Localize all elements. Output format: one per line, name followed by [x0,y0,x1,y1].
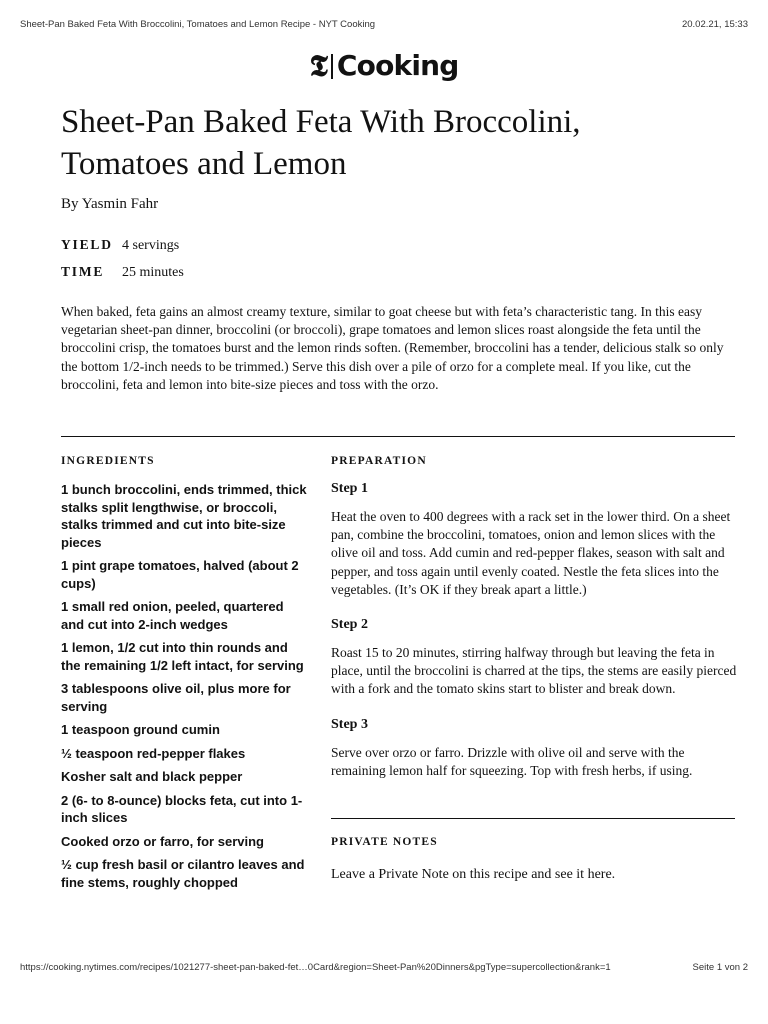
page-indicator: Seite 1 von 2 [692,962,748,973]
ingredients-heading: INGREDIENTS [61,455,155,467]
notes-divider [331,818,735,819]
ingredients-section [61,455,309,897]
preparation-step [331,617,737,699]
ingredient-item: 1 small red onion, peeled, quartered and cut into 2-inch wedges [61,599,284,632]
ingredient-item: 1 lemon, 1/2 cut into thin rounds and the remaining 1/2 left intact, for serving [61,640,304,673]
cooking-wordmark: Cooking [336,49,459,82]
time-label: TIME [61,264,105,279]
ingredient-item: 1 bunch broccolini, ends trimmed, thick stalks split lengthwise, or broccoli, stalks trimmed and cut into bite-size pieces [61,482,307,550]
ingredient-item: ½ cup fresh basil or cilantro leaves and fine stems, roughly chopped [61,857,305,890]
print-footer [20,962,748,973]
step-text: Heat the oven to 400 degrees with a rack set in the lower third. On a sheet pan, combine the broccolini, tomatoes, onion and lemon slices with the olive oil and toss. Add cumin and red-pepper flakes, season with salt and pepper, and toss again until evenly coated. Nestle the feta slices into the vegetables. (It’s OK if they break apart a little.) [331,509,731,597]
ingredients-list [61,481,309,891]
time-row [61,264,184,281]
private-notes-text[interactable]: Leave a Private Note on this recipe and see it here. [331,867,616,882]
step-title: Step 2 [331,617,368,633]
preparation-heading: PREPARATION [331,455,427,467]
print-url: https://cooking.nytimes.com/recipes/1021277-sheet-pan-baked-fet…0Card&region=Sheet-Pan%20Dinners&pgType=supercollection&rank=1 [20,962,611,973]
ingredient-item: 1 teaspoon ground cumin [61,722,220,737]
preparation-section [331,455,737,780]
section-divider [61,436,735,437]
ingredient-item: Cooked orzo or farro, for serving [61,833,264,849]
yield-label: YIELD [61,237,113,252]
recipe-title-line-2: Tomatoes and Lemon [61,146,347,182]
ingredient-item: 2 (6- to 8-ounce) blocks feta, cut into 1-inch slices [61,792,303,825]
recipe-title [61,101,721,185]
preparation-step [331,481,737,599]
recipe-title-line-1: Sheet-Pan Baked Feta With Broccolini, [61,104,581,140]
yield-row [61,237,179,254]
time-value: 25 minutes [122,265,184,280]
ingredient-item: Kosher salt and black pepper [61,769,243,784]
recipe-byline[interactable]: By Yasmin Fahr [61,196,159,212]
print-datetime: 20.02.21, 15:33 [681,19,748,30]
preparation-step [331,717,737,780]
nyt-cooking-logo[interactable] [0,51,768,81]
private-notes-heading: PRIVATE NOTES [331,836,438,848]
step-text: Roast 15 to 20 minutes, stirring halfway through but leaving the feta in place, until the broccolini is charred at the tips, the stems are easily pierced with a fork and the tomato skins start to blister and break down. [331,645,737,697]
recipe-intro: When baked, feta gains an almost creamy texture, similar to goat cheese but with feta’s characteristic tang. In this easy vegetarian sheet-pan dinner, broccolini (or broccoli), grape tomatoes and lemon slices roast alongside the feta until the broccolini crisp, the tomatoes burst and the lemon rinds soften. (Remember, broccolini has a tender, delicious stalk so only the bottom 1/2-inch needs to be trimmed.) Serve this dish over a pile of orzo for a complete meal. If you like, cut the broccolini, feta and lemon into bite-size pieces and toss with the orzo. [61,304,724,392]
ingredient-item: ½ teaspoon red-pepper flakes [61,745,246,761]
step-title: Step 3 [331,716,368,732]
print-header [20,19,748,30]
step-text: Serve over orzo or farro. Drizzle with olive oil and serve with the remaining lemon half for squeezing. Top with fresh herbs, if using. [331,744,693,778]
yield-value: 4 servings [122,238,180,253]
step-title: Step 1 [331,481,368,496]
nyt-t-logo-icon: 𝕿 [309,50,328,83]
ingredient-item: 1 pint grape tomatoes, halved (about 2 cups) [61,558,299,591]
logo-divider [331,54,333,79]
ingredient-item: 3 tablespoons olive oil, plus more for serving [61,681,291,714]
print-page-title: Sheet-Pan Baked Feta With Broccolini, Tomatoes and Lemon Recipe - NYT Cooking [20,19,376,30]
